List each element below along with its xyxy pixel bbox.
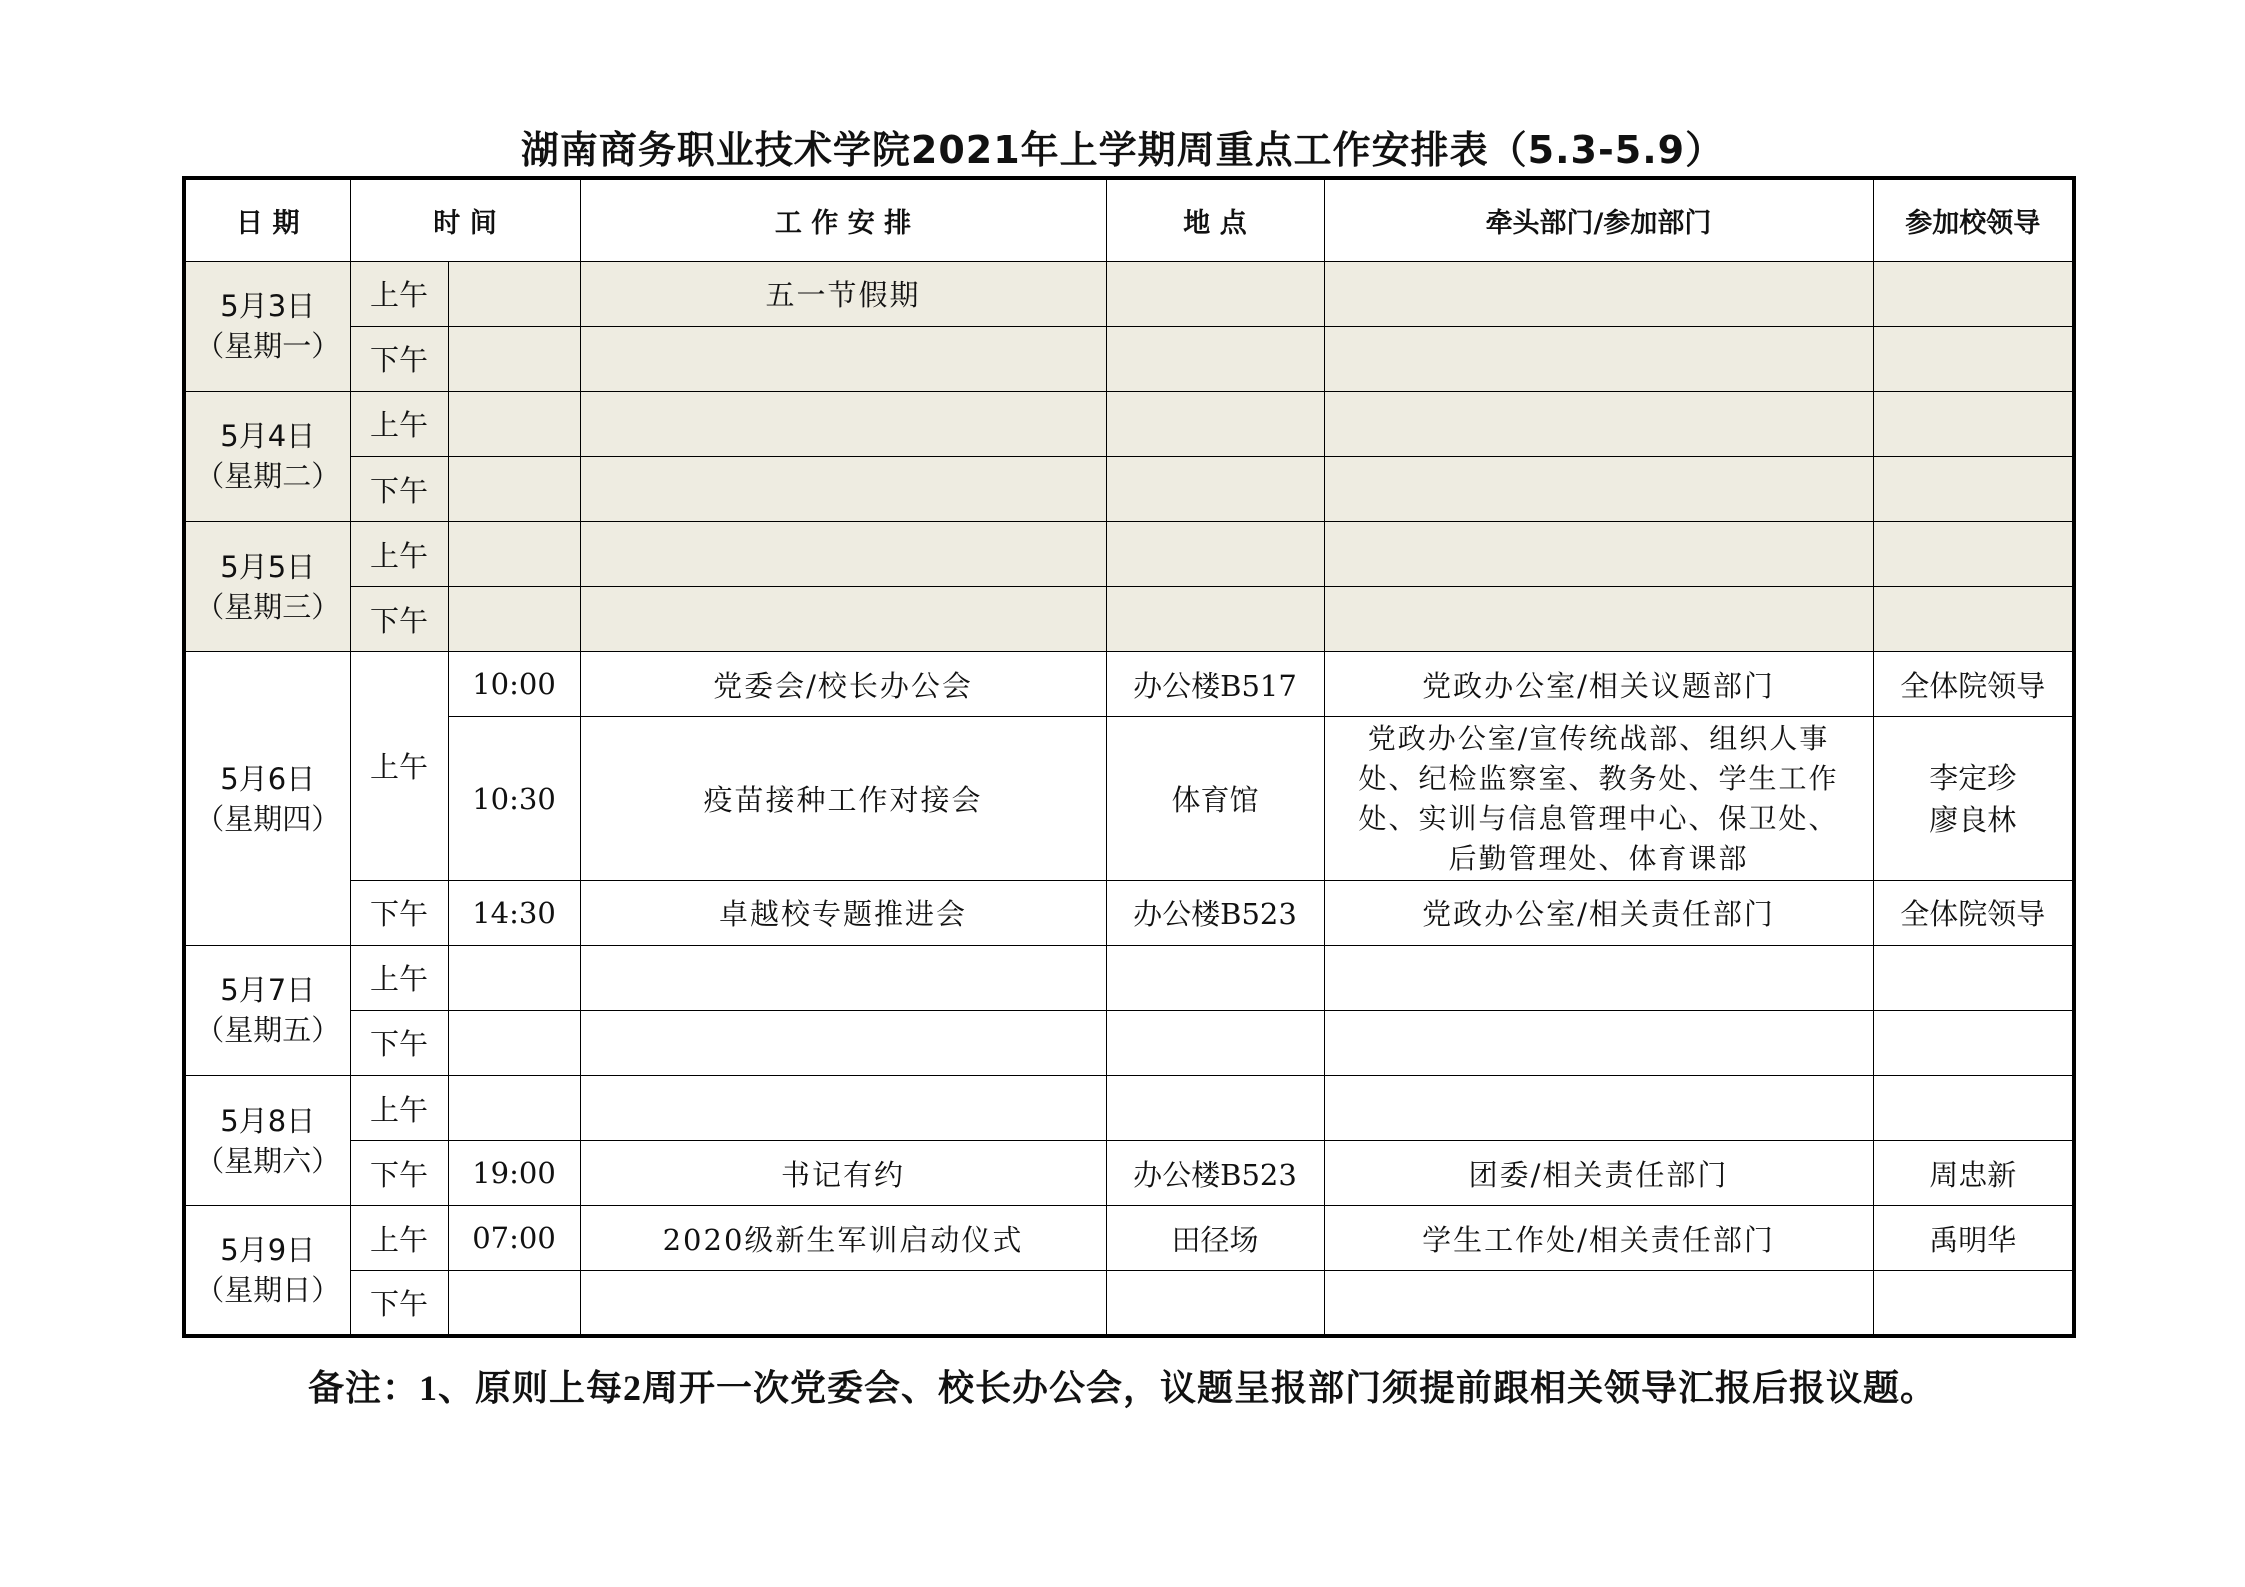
period-am: 上午	[350, 1076, 448, 1141]
leader-cell	[1873, 261, 2074, 326]
date-cell: 5月6日 （星期四）	[184, 652, 350, 946]
time-cell: 10:30	[448, 717, 580, 880]
period-am: 上午	[350, 391, 448, 456]
time-cell	[448, 261, 580, 326]
date-cell: 5月8日 （星期六）	[184, 1076, 350, 1206]
location-cell: 办公楼B517	[1106, 652, 1324, 717]
header-task: 工 作 安 排	[580, 178, 1106, 261]
period-pm: 下午	[350, 456, 448, 521]
date-cell: 5月4日 （星期二）	[184, 391, 350, 521]
dept-cell: 团委/相关责任部门	[1324, 1141, 1873, 1206]
table-row	[184, 1010, 2074, 1075]
table-row	[184, 1076, 2074, 1141]
header-leader: 参加校领导	[1873, 178, 2074, 261]
table-row	[184, 391, 2074, 456]
table-row	[184, 326, 2074, 391]
table-header-row	[184, 178, 2074, 261]
time-cell: 10:00	[448, 652, 580, 717]
header-time: 时 间	[350, 178, 580, 261]
location-cell	[1106, 261, 1324, 326]
table-row	[184, 1271, 2074, 1336]
location-cell: 办公楼B523	[1106, 1141, 1324, 1206]
period-am: 上午	[350, 1206, 448, 1271]
dept-cell	[1324, 261, 1873, 326]
dept-cell: 党政办公室/相关责任部门	[1324, 880, 1873, 945]
table-row	[184, 587, 2074, 652]
leader-cell: 周忠新	[1873, 1141, 2074, 1206]
table-row	[184, 717, 2074, 880]
location-cell: 办公楼B523	[1106, 880, 1324, 945]
footnote: 备注：1、原则上每2周开一次党委会、校长办公会，议题呈报部门须提前跟相关领导汇报后报议题。	[308, 1368, 1938, 1408]
date-cell: 5月9日 （星期日）	[184, 1206, 350, 1336]
header-dept: 牵头部门/参加部门	[1324, 178, 1873, 261]
period-am: 上午	[350, 652, 448, 880]
date-cell: 5月5日 （星期三）	[184, 522, 350, 652]
period-pm: 下午	[350, 1271, 448, 1336]
task-cell: 卓越校专题推进会	[580, 880, 1106, 945]
period-am: 上午	[350, 945, 448, 1010]
date-cell: 5月3日 （星期一）	[184, 261, 350, 391]
table-row	[184, 880, 2074, 945]
header-location: 地 点	[1106, 178, 1324, 261]
location-cell: 田径场	[1106, 1206, 1324, 1271]
leader-cell: 全体院领导	[1873, 880, 2074, 945]
task-cell: 疫苗接种工作对接会	[580, 717, 1106, 880]
location-cell: 体育馆	[1106, 717, 1324, 880]
period-pm: 下午	[350, 880, 448, 945]
task-cell: 2020级新生军训启动仪式	[580, 1206, 1106, 1271]
page-title: 湖南商务职业技术学院2021年上学期周重点工作安排表（5.3-5.9）	[520, 128, 1725, 172]
dept-cell: 学生工作处/相关责任部门	[1324, 1206, 1873, 1271]
leader-cell: 禹明华	[1873, 1206, 2074, 1271]
time-cell: 19:00	[448, 1141, 580, 1206]
table-row	[184, 945, 2074, 1010]
header-date: 日 期	[184, 178, 350, 261]
period-pm: 下午	[350, 326, 448, 391]
dept-cell: 党政办公室/相关议题部门	[1324, 652, 1873, 717]
table-row	[184, 261, 2074, 326]
table-row	[184, 1141, 2074, 1206]
task-cell: 书记有约	[580, 1141, 1106, 1206]
period-pm: 下午	[350, 1010, 448, 1075]
leader-cell: 全体院领导	[1873, 652, 2074, 717]
dept-cell: 党政办公室/宣传统战部、组织人事 处、纪检监察室、教务处、学生工作 处、实训与信息管理中心、保卫处、 后勤管理处、体育课部	[1324, 717, 1873, 880]
time-cell: 07:00	[448, 1206, 580, 1271]
task-cell: 五一节假期	[580, 261, 1106, 326]
schedule-table	[182, 176, 2076, 1338]
period-am: 上午	[350, 522, 448, 587]
table-row	[184, 456, 2074, 521]
period-pm: 下午	[350, 587, 448, 652]
period-pm: 下午	[350, 1141, 448, 1206]
period-am: 上午	[350, 261, 448, 326]
table-row	[184, 1206, 2074, 1271]
date-cell: 5月7日 （星期五）	[184, 945, 350, 1075]
table-row	[184, 652, 2074, 717]
time-cell: 14:30	[448, 880, 580, 945]
table-row	[184, 522, 2074, 587]
task-cell: 党委会/校长办公会	[580, 652, 1106, 717]
leader-cell: 李定珍 廖良林	[1873, 717, 2074, 880]
